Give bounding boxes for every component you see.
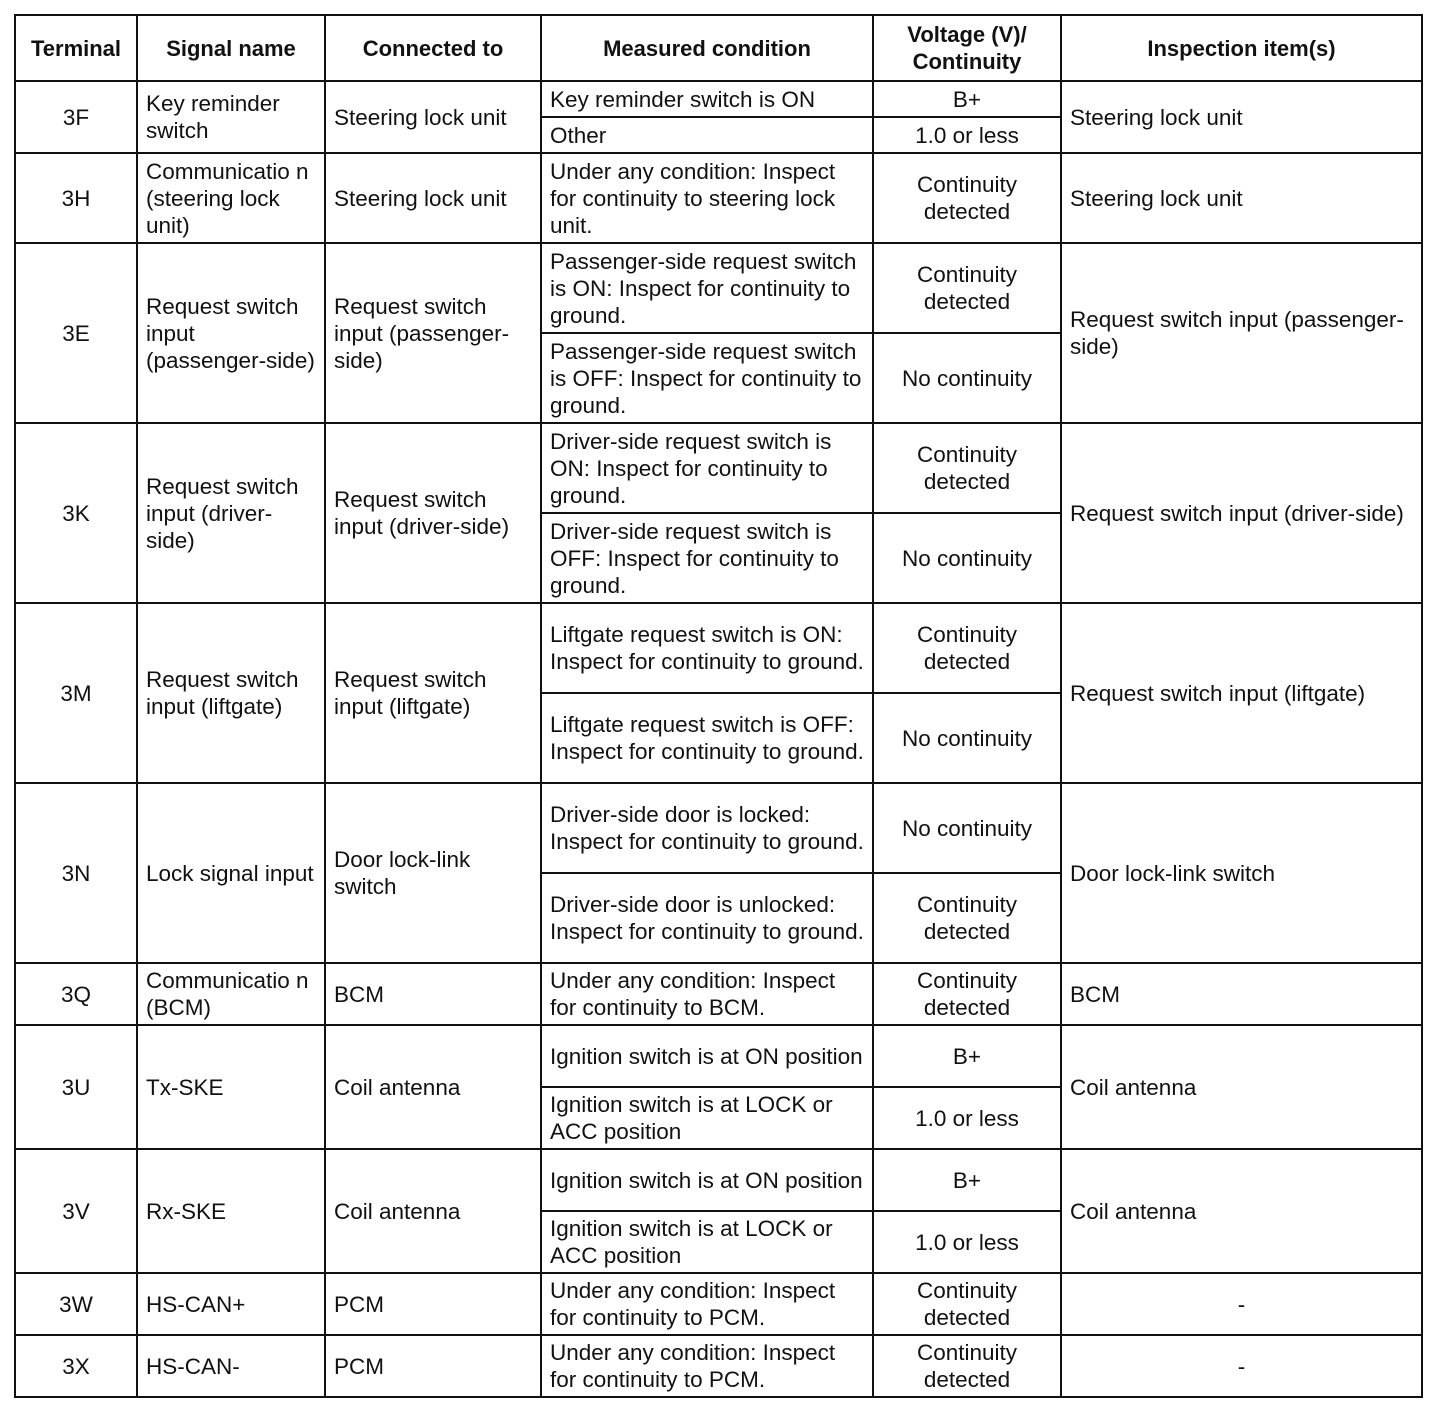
table-row: [15, 1335, 1422, 1397]
condition-cell: Liftgate request switch is OFF: Inspect for continuity to ground.: [541, 693, 873, 783]
value-cell: No continuity: [873, 513, 1061, 603]
signal-name-cell: HS-CAN+: [137, 1273, 325, 1335]
table-row: [15, 1273, 1422, 1335]
inspection-cell: -: [1061, 1335, 1422, 1397]
value-cell: 1.0 or less: [873, 1087, 1061, 1149]
signal-name-cell: Request switch input (passenger-side): [137, 243, 325, 423]
condition-cell: Liftgate request switch is ON: Inspect for continuity to ground.: [541, 603, 873, 693]
table-row: [15, 783, 1422, 873]
signal-name-cell: Tx-SKE: [137, 1025, 325, 1149]
condition-cell: Ignition switch is at LOCK or ACC position: [541, 1211, 873, 1273]
header-measured-condition: Measured condition: [541, 15, 873, 81]
header-signal-name: Signal name: [137, 15, 325, 81]
value-cell: No continuity: [873, 333, 1061, 423]
header-voltage-continuity: Voltage (V)/ Continuity: [873, 15, 1061, 81]
value-cell: Continuity detected: [873, 873, 1061, 963]
inspection-cell: BCM: [1061, 963, 1422, 1025]
value-cell: Continuity detected: [873, 423, 1061, 513]
value-cell: B+: [873, 1149, 1061, 1211]
terminal-cell: 3W: [15, 1273, 137, 1335]
inspection-cell: Steering lock unit: [1061, 153, 1422, 243]
table-row: [15, 963, 1422, 1025]
connected-to-cell: PCM: [325, 1273, 541, 1335]
condition-cell: Under any condition: Inspect for continuity to PCM.: [541, 1335, 873, 1397]
value-cell: Continuity detected: [873, 603, 1061, 693]
inspection-cell: Request switch input (liftgate): [1061, 603, 1422, 783]
value-cell: Continuity detected: [873, 153, 1061, 243]
value-cell: 1.0 or less: [873, 1211, 1061, 1273]
inspection-cell: Door lock-link switch: [1061, 783, 1422, 963]
table-row: [15, 423, 1422, 513]
signal-name-cell: HS-CAN-: [137, 1335, 325, 1397]
signal-name-cell: Request switch input (liftgate): [137, 603, 325, 783]
condition-cell: Other: [541, 117, 873, 153]
value-cell: Continuity detected: [873, 243, 1061, 333]
value-cell: Continuity detected: [873, 1335, 1061, 1397]
connected-to-cell: PCM: [325, 1335, 541, 1397]
table-row: [15, 81, 1422, 117]
inspection-cell: Steering lock unit: [1061, 81, 1422, 153]
header-connected-to: Connected to: [325, 15, 541, 81]
terminal-cell: 3E: [15, 243, 137, 423]
inspection-cell: Request switch input (passenger-side): [1061, 243, 1422, 423]
signal-name-cell: Communicatio n (steering lock unit): [137, 153, 325, 243]
connected-to-cell: Coil antenna: [325, 1025, 541, 1149]
condition-cell: Driver-side request switch is ON: Inspect for continuity to ground.: [541, 423, 873, 513]
value-cell: Continuity detected: [873, 1273, 1061, 1335]
value-cell: 1.0 or less: [873, 117, 1061, 153]
inspection-cell: Coil antenna: [1061, 1149, 1422, 1273]
signal-name-cell: Lock signal input: [137, 783, 325, 963]
condition-cell: Ignition switch is at LOCK or ACC position: [541, 1087, 873, 1149]
condition-cell: Under any condition: Inspect for continuity to steering lock unit.: [541, 153, 873, 243]
connected-to-cell: Steering lock unit: [325, 153, 541, 243]
value-cell: B+: [873, 81, 1061, 117]
table-row: [15, 1149, 1422, 1211]
signal-name-cell: Request switch input (driver-side): [137, 423, 325, 603]
table-row: [15, 153, 1422, 243]
terminal-cell: 3U: [15, 1025, 137, 1149]
connected-to-cell: Door lock-link switch: [325, 783, 541, 963]
terminal-cell: 3K: [15, 423, 137, 603]
header-inspection-items: Inspection item(s): [1061, 15, 1422, 81]
condition-cell: Under any condition: Inspect for continuity to BCM.: [541, 963, 873, 1025]
signal-name-cell: Communicatio n (BCM): [137, 963, 325, 1025]
terminal-cell: 3Q: [15, 963, 137, 1025]
condition-cell: Driver-side door is locked: Inspect for continuity to ground.: [541, 783, 873, 873]
condition-cell: Ignition switch is at ON position: [541, 1149, 873, 1211]
table-row: [15, 243, 1422, 333]
connected-to-cell: Request switch input (passenger-side): [325, 243, 541, 423]
inspection-cell: Coil antenna: [1061, 1025, 1422, 1149]
value-cell: No continuity: [873, 693, 1061, 783]
signal-name-cell: Rx-SKE: [137, 1149, 325, 1273]
table-row: [15, 603, 1422, 693]
signal-name-cell: Key reminder switch: [137, 81, 325, 153]
terminal-cell: 3N: [15, 783, 137, 963]
table-row: [15, 1025, 1422, 1087]
connected-to-cell: Coil antenna: [325, 1149, 541, 1273]
terminal-cell: 3V: [15, 1149, 137, 1273]
terminal-cell: 3H: [15, 153, 137, 243]
header-row: [15, 15, 1422, 81]
connected-to-cell: Request switch input (driver-side): [325, 423, 541, 603]
condition-cell: Passenger-side request switch is OFF: Inspect for continuity to ground.: [541, 333, 873, 423]
condition-cell: Driver-side request switch is OFF: Inspect for continuity to ground.: [541, 513, 873, 603]
inspection-cell: Request switch input (driver-side): [1061, 423, 1422, 603]
terminal-cell: 3M: [15, 603, 137, 783]
inspection-table: [14, 14, 1423, 1398]
connected-to-cell: Steering lock unit: [325, 81, 541, 153]
header-terminal: Terminal: [15, 15, 137, 81]
condition-cell: Passenger-side request switch is ON: Inspect for continuity to ground.: [541, 243, 873, 333]
value-cell: B+: [873, 1025, 1061, 1087]
terminal-cell: 3X: [15, 1335, 137, 1397]
condition-cell: Driver-side door is unlocked: Inspect for continuity to ground.: [541, 873, 873, 963]
value-cell: No continuity: [873, 783, 1061, 873]
condition-cell: Ignition switch is at ON position: [541, 1025, 873, 1087]
terminal-cell: 3F: [15, 81, 137, 153]
connected-to-cell: Request switch input (liftgate): [325, 603, 541, 783]
connected-to-cell: BCM: [325, 963, 541, 1025]
inspection-cell: -: [1061, 1273, 1422, 1335]
condition-cell: Under any condition: Inspect for continuity to PCM.: [541, 1273, 873, 1335]
condition-cell: Key reminder switch is ON: [541, 81, 873, 117]
value-cell: Continuity detected: [873, 963, 1061, 1025]
